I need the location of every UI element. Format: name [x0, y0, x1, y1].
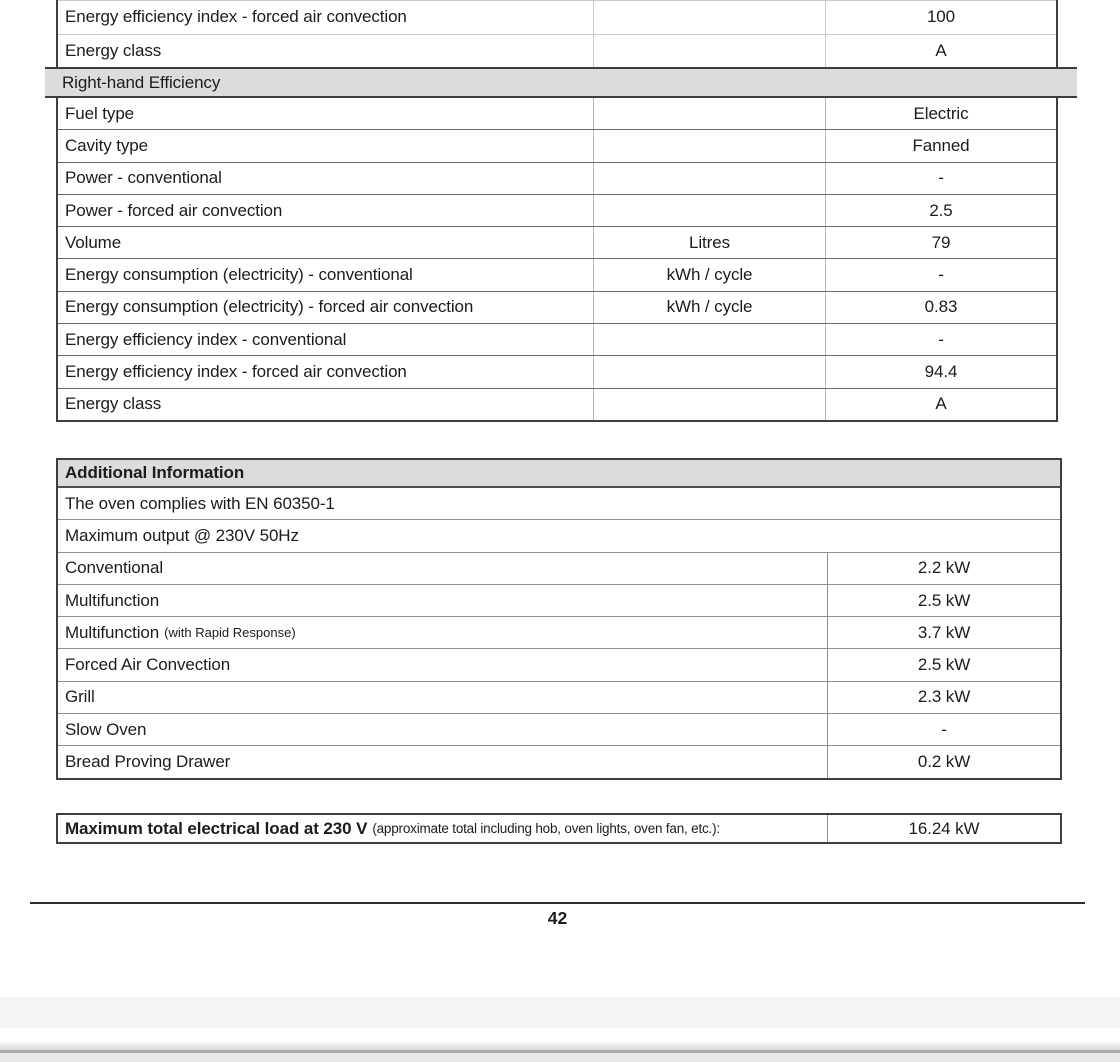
spec-unit-cell — [593, 356, 825, 387]
spec-unit-cell: Litres — [593, 227, 825, 258]
spec-value-cell: A — [825, 35, 1056, 68]
spec-unit-cell — [593, 35, 825, 68]
info-row — [58, 584, 1060, 616]
table-row — [58, 98, 1056, 129]
info-row — [58, 552, 1060, 584]
info-value-cell: 3.7 kW — [827, 617, 1060, 648]
info-row — [58, 648, 1060, 680]
spec-unit-cell — [593, 389, 825, 420]
spec-label-cell: Power - conventional — [65, 168, 222, 188]
info-value-cell: 2.5 kW — [827, 649, 1060, 680]
max-load-label — [58, 815, 827, 842]
info-label-cell — [58, 617, 827, 648]
footer-divider — [30, 902, 1085, 904]
spec-value-cell: 79 — [825, 227, 1056, 258]
spec-unit-cell — [593, 98, 825, 129]
info-label-cell — [58, 585, 827, 616]
info-value-cell: 2.3 kW — [827, 682, 1060, 713]
spec-label-cell: Energy class — [65, 40, 162, 60]
max-load-value: 16.24 kW — [827, 815, 1060, 842]
info-row — [58, 713, 1060, 745]
spec-label-cell: Energy efficiency index - forced air convection — [65, 7, 407, 27]
table-row — [58, 0, 1056, 34]
efficiency-spec-table — [56, 0, 1058, 422]
additional-info-rows — [58, 488, 1060, 778]
max-load-label-bold: Maximum total electrical load at 230 V — [65, 818, 368, 838]
info-label-text: Multifunction — [65, 622, 160, 642]
info-label-text: Conventional — [65, 558, 164, 578]
spec-value-cell: 0.83 — [825, 292, 1056, 323]
table-row — [58, 194, 1056, 226]
table-row — [58, 162, 1056, 194]
info-row-full — [58, 519, 1060, 551]
info-value-cell: - — [827, 714, 1060, 745]
info-row — [58, 616, 1060, 648]
spec-value-cell: A — [825, 389, 1056, 420]
info-label-cell — [58, 553, 827, 584]
spec-label-cell: Energy consumption (electricity) - conventional — [65, 265, 413, 285]
table-row — [58, 34, 1056, 68]
spec-value-cell: - — [825, 259, 1056, 290]
info-label-cell — [58, 649, 827, 680]
info-label-cell — [58, 714, 827, 745]
table-row — [58, 129, 1056, 161]
info-row — [58, 745, 1060, 777]
page-gap-band — [0, 997, 1120, 1028]
info-label-text: Bread Proving Drawer — [65, 752, 231, 772]
spec-unit-cell — [593, 130, 825, 161]
max-load-label-small: (approximate total including hob, oven lights, oven fan, etc.): — [372, 821, 720, 836]
spec-label-cell: Energy efficiency index - forced air convection — [65, 362, 407, 382]
info-value-cell: 2.5 kW — [827, 585, 1060, 616]
spec-value-cell: Fanned — [825, 130, 1056, 161]
info-label-cell — [58, 746, 827, 777]
spec-unit-cell — [593, 163, 825, 194]
info-label-cell — [58, 682, 827, 713]
spec-value-cell: 2.5 — [825, 195, 1056, 226]
spec-label-cell: Volume — [65, 232, 122, 252]
spec-label-cell: Fuel type — [65, 103, 135, 123]
page-number: 42 — [547, 908, 568, 928]
spec-label-cell: Energy consumption (electricity) - forced air convection — [65, 297, 474, 317]
spec-unit-cell — [593, 195, 825, 226]
spec-label-cell: Cavity type — [65, 135, 148, 155]
spec-label-cell: Power - forced air convection — [65, 200, 283, 220]
section-header-right-hand-efficiency: Right-hand Efficiency — [45, 67, 1077, 98]
info-row — [58, 681, 1060, 713]
spec-value-cell: - — [825, 163, 1056, 194]
window-bottom-edge-fill — [0, 1053, 1120, 1062]
spec-value-cell: - — [825, 324, 1056, 355]
additional-info-header: Additional Information — [58, 460, 1060, 488]
info-text-cell: Maximum output @ 230V 50Hz — [65, 525, 299, 545]
info-label-text: Slow Oven — [65, 719, 147, 739]
table-row — [58, 258, 1056, 290]
info-text-cell: The oven complies with EN 60350-1 — [65, 493, 335, 513]
table-row — [58, 291, 1056, 323]
spec-value-cell: 94.4 — [825, 356, 1056, 387]
info-label-text: Multifunction — [65, 590, 160, 610]
spec-label-cell: Energy class — [65, 394, 162, 414]
spec-unit-cell: kWh / cycle — [593, 259, 825, 290]
next-page-strip — [0, 1028, 1120, 1050]
info-label-text: Grill — [65, 687, 95, 707]
spec-value-cell: 100 — [825, 1, 1056, 34]
info-label-small-text: (with Rapid Response) — [164, 625, 296, 641]
spec-unit-cell — [593, 1, 825, 34]
spec-label-cell: Energy efficiency index - conventional — [65, 329, 347, 349]
info-label-text: Forced Air Convection — [65, 655, 231, 675]
max-load-table — [56, 813, 1062, 844]
table-row — [58, 355, 1056, 387]
table-row — [58, 388, 1056, 420]
spec-table-section-rows — [56, 98, 1058, 422]
additional-info-table — [56, 458, 1062, 780]
spec-table-top-rows — [56, 0, 1058, 67]
spec-unit-cell: kWh / cycle — [593, 292, 825, 323]
spec-unit-cell — [593, 324, 825, 355]
info-row-full — [58, 488, 1060, 519]
info-value-cell: 2.2 kW — [827, 553, 1060, 584]
info-value-cell: 0.2 kW — [827, 746, 1060, 777]
table-row — [58, 226, 1056, 258]
table-row — [58, 323, 1056, 355]
spec-value-cell: Electric — [825, 98, 1056, 129]
